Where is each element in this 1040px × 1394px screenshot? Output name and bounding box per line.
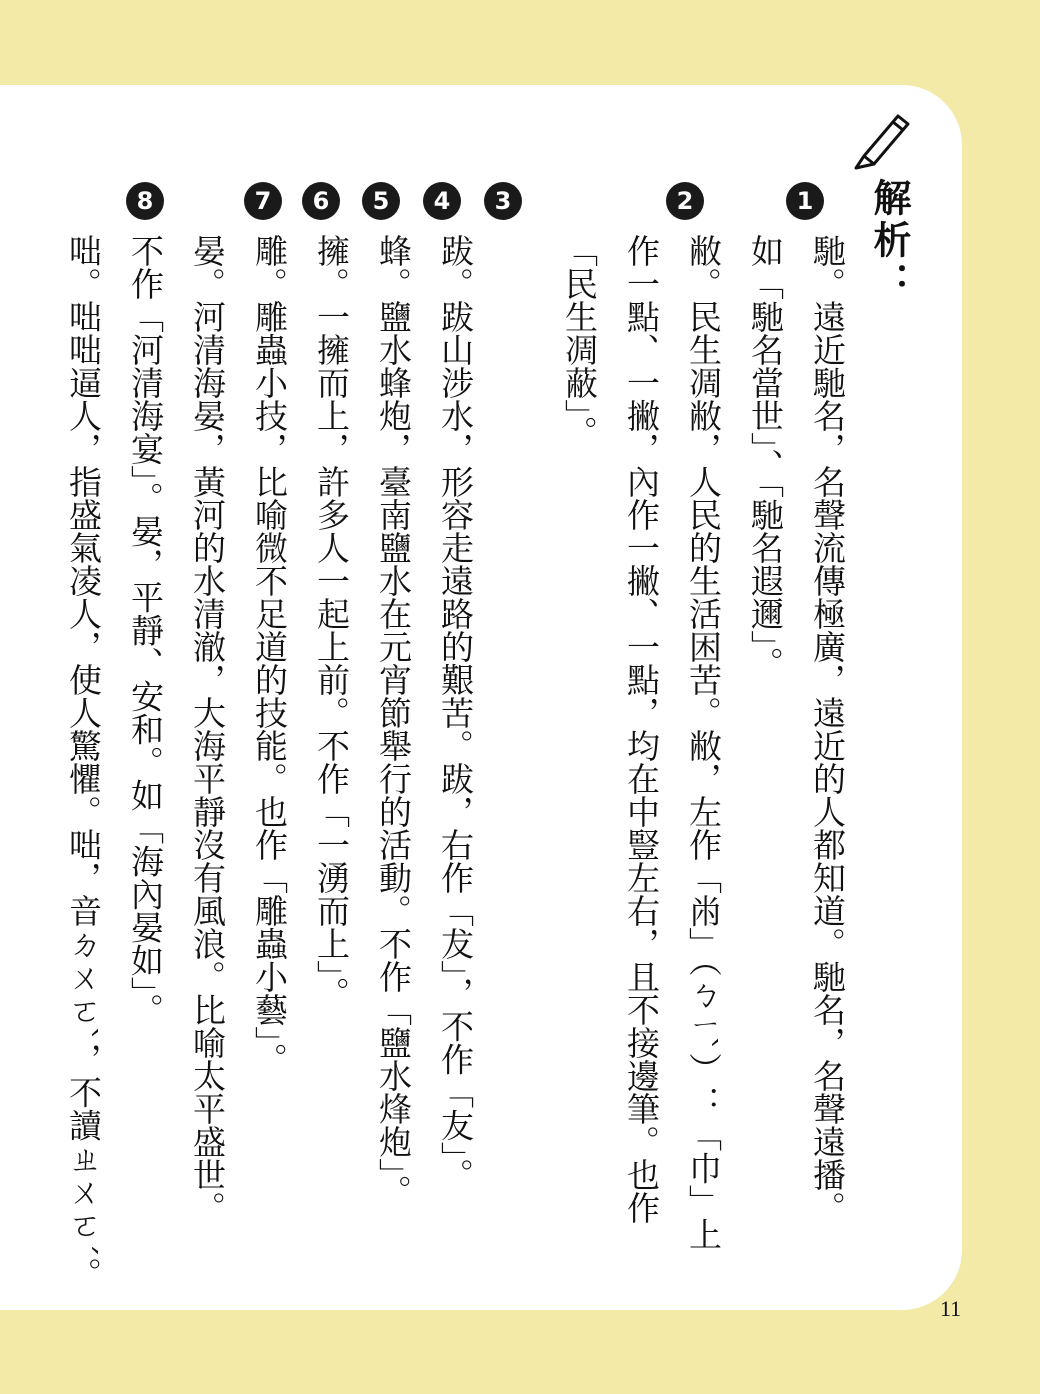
page-number: 11: [940, 1296, 962, 1321]
text-column: 擁。一擁而上，許多人一起上前。不作「一湧而上」。: [312, 234, 351, 1010]
text-column: 咄。咄咄逼人，指盛氣凌人，使人驚懼。咄，音ㄉㄨㄛˋ，不讀ㄓㄨㄛˊ。: [64, 234, 103, 1290]
section-title: 解析：: [867, 178, 912, 304]
marker-7: 7: [244, 182, 282, 220]
text-column: 跋。跋山涉水，形容走遠路的艱苦。跋，右作「犮」，不作「友」。: [436, 234, 475, 1191]
marker-1: 1: [786, 182, 824, 220]
text-column: 晏。河清海晏，黃河的水清澈，大海平靜沒有風浪。比喻太平盛世。: [188, 234, 227, 1224]
answer-text: [52, 234, 858, 1290]
marker-8: 8: [126, 182, 164, 220]
text-column: 作一點、一撇，內作一撇、一點，均在中豎左右，且不接邊筆。也作: [622, 234, 661, 1224]
item-markers: [0, 182, 1040, 222]
marker-2: 2: [666, 182, 704, 220]
text-column: 馳。遠近馳名，名聲流傳極廣，遠近的人都知道。馳名，名聲遠播。: [808, 234, 847, 1224]
marker-5: 5: [362, 182, 400, 220]
marker-6: 6: [302, 182, 340, 220]
text-column: 敝。民生凋敝，人民的生活困苦。敝，左作「㡀」（ㄅㄧˋ）：「巾」上: [684, 234, 723, 1251]
marker-3: 3: [484, 182, 522, 220]
pencil-icon: [846, 104, 916, 174]
text-column: 「民生凋蔽」。: [560, 234, 599, 449]
text-column: 雕。雕蟲小技，比喻微不足道的技能。也作「雕蟲小藝」。: [250, 234, 289, 1076]
text-column: 蜂。鹽水蜂炮，臺南鹽水在元宵節舉行的活動。不作「鹽水烽炮」。: [374, 234, 413, 1208]
text-column: 如「馳名當世」、「馳名遐邇」。: [746, 234, 785, 680]
marker-4: 4: [423, 182, 461, 220]
text-column: 不作「河清海宴」。晏，平靜、安和。如「海內晏如」。: [126, 234, 165, 1026]
